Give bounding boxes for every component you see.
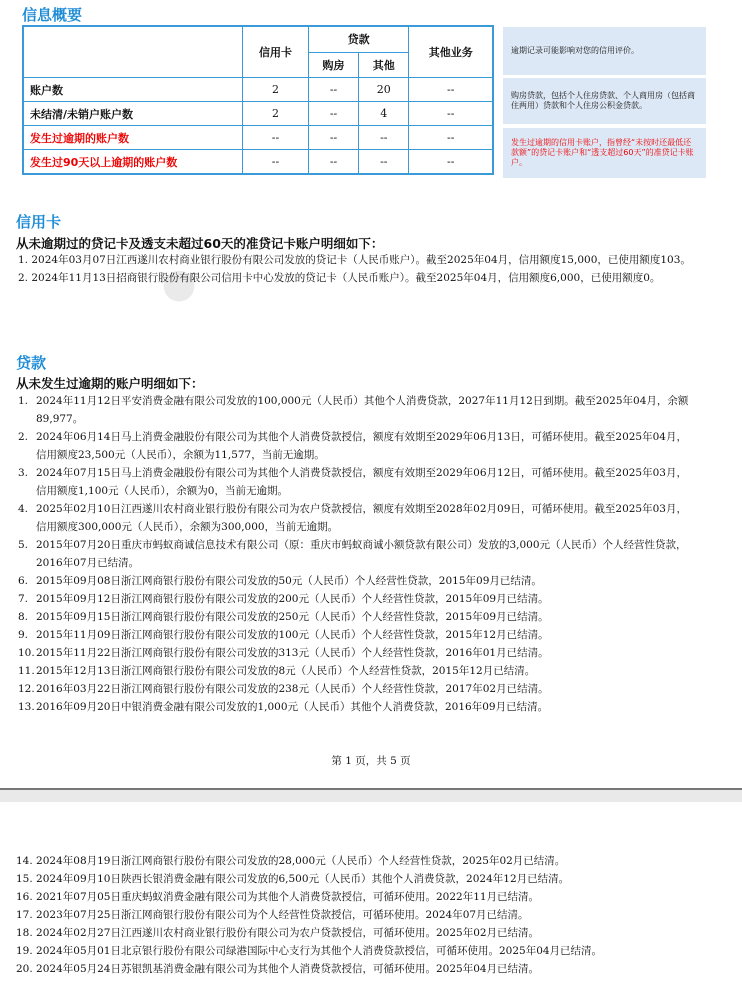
note-house-loan: 购房贷款，包括个人住房贷款、个人商用房（包括商住两用）贷款和个人住房公积金贷款。 xyxy=(503,78,706,124)
list-text: 2015年09月15日浙江网商银行股份有限公司发放的250元（人民币）个人经营性贷款，2015年09月已结清。 xyxy=(36,611,549,623)
list-item xyxy=(18,428,696,464)
header-other-business: 其他业务 xyxy=(409,26,493,78)
list-number: 8. xyxy=(18,611,29,623)
report-page-2 xyxy=(0,802,742,1004)
list-item: 17. 2023年07月25日浙江网商银行股份有限公司为个人经营性贷款授信，可循环使用。2024年07月已结清。 xyxy=(16,909,529,921)
cell-other-business: -- xyxy=(409,78,493,102)
list-item xyxy=(18,590,696,608)
loans-subtitle: 从未发生过逾期的账户明细如下： xyxy=(16,376,204,391)
note-overdue-card: 发生过逾期的信用卡账户，指曾经“未按时还最低还款额”的贷记卡账户和“透支超过60天”的准贷记卡账户。 xyxy=(503,128,706,178)
list-item xyxy=(18,698,696,716)
list-item xyxy=(18,662,696,680)
list-item xyxy=(18,608,696,626)
list-text: 2015年09月12日浙江网商银行股份有限公司发放的200元（人民币）个人经营性贷款，2015年09月已结清。 xyxy=(36,593,549,605)
note-overdue-impact: 逾期记录可能影响对您的信用评价。 xyxy=(503,27,706,75)
credit-card-subtitle: 从未逾期过的贷记卡及透支未超过60天的准贷记卡账户明细如下： xyxy=(16,236,384,251)
list-number: 7. xyxy=(18,593,29,605)
loans-list xyxy=(18,392,696,716)
header-house-loan: 购房 xyxy=(308,52,358,78)
cell-other-business: -- xyxy=(409,150,493,175)
header-credit-card: 信用卡 xyxy=(243,26,309,78)
list-text: 2024年06月14日马上消费金融股份有限公司为其他个人消费贷款授信，额度有效期至2029年06月13日，可循环使用。截至2025年04月，信用额度23,500元（人民币），余额为11,577，当前无逾期。 xyxy=(36,431,687,461)
cell-other-loan: 4 xyxy=(359,102,409,126)
summary-table xyxy=(22,25,494,175)
list-text: 2024年07月15日马上消费金融股份有限公司为其他个人消费贷款授信，额度有效期至2029年06月12日，可循环使用。截至2025年03月，信用额度1,100元（人民币），余额为0，当前无逾期。 xyxy=(36,467,687,497)
list-text: 2015年09月08日浙江网商银行股份有限公司发放的50元（人民币）个人经营性贷款，2015年09月已结清。 xyxy=(36,575,542,587)
list-item: 18. 2024年02月27日江西遂川农村商业银行股份有限公司为农户贷款授信，可循环使用。2025年02月已结清。 xyxy=(16,927,540,939)
list-text: 2025年02月10日江西遂川农村商业银行股份有限公司为农户贷款授信，额度有效期至2028年02月09日，可循环使用。截至2025年03月，信用额度300,000元（人民币），余额为300,000，当前无逾期。 xyxy=(36,503,687,533)
list-number: 2. xyxy=(18,431,29,443)
list-item xyxy=(18,626,696,644)
header-other-loan: 其他 xyxy=(359,52,409,78)
list-item: 16. 2021年07月05日重庆蚂蚁消费金融有限公司为其他个人消费贷款授信，可循环使用。2022年11月已结清。 xyxy=(16,891,540,903)
list-item xyxy=(18,572,696,590)
list-number: 13. xyxy=(18,701,35,713)
loans-list-continued xyxy=(16,852,716,978)
cell-house-loan: -- xyxy=(308,78,358,102)
cell-other-loan: 20 xyxy=(359,78,409,102)
page-separator xyxy=(0,788,742,802)
list-item: 19. 2024年05月01日北京银行股份有限公司绿港国际中心支行为其他个人消费贷款授信，可循环使用。2025年04月已结清。 xyxy=(16,945,603,957)
cell-credit-card: -- xyxy=(243,150,309,175)
list-number: 5. xyxy=(18,539,29,551)
cell-credit-card: -- xyxy=(243,126,309,150)
header-loan: 贷款 xyxy=(308,26,409,52)
cell-other-loan: -- xyxy=(359,126,409,150)
list-item: 20. 2024年05月24日苏银凯基消费金融有限公司为其他个人消费贷款授信，可循环使用。2025年04月已结清。 xyxy=(16,963,540,975)
row-label: 未结清/未销户账户数 xyxy=(23,102,243,126)
list-number: 6. xyxy=(18,575,29,587)
table-row xyxy=(23,102,493,126)
summary-title: 信息概要 xyxy=(22,6,83,24)
list-text: 2024年11月12日平安消费金融有限公司发放的100,000元（人民币）其他个人消费贷款，2027年11月12日到期。截至2025年04月，余额89,977。 xyxy=(36,395,689,425)
list-text: 2015年12月13日浙江网商银行股份有限公司发放的8元（人民币）个人经营性贷款，2015年12月已结清。 xyxy=(36,665,536,677)
list-item xyxy=(18,536,696,572)
row-label: 账户数 xyxy=(23,78,243,102)
list-text: 2015年11月22日浙江网商银行股份有限公司发放的313元（人民币）个人经营性贷款，2016年01月已结清。 xyxy=(36,647,549,659)
row-label: 发生过逾期的账户数 xyxy=(23,126,243,150)
list-number: 1. xyxy=(18,395,29,407)
list-number: 11. xyxy=(18,665,35,677)
list-number: 4. xyxy=(18,503,29,515)
list-item: 1. 2024年03月07日江西遂川农村商业银行股份有限公司发放的贷记卡（人民币账户）。截至2025年04月，信用额度15,000，已使用额度103。 xyxy=(18,254,691,266)
credit-card-list xyxy=(18,251,714,287)
list-item xyxy=(18,464,696,500)
list-text: 2016年09月20日中银消费金融有限公司发放的1,000元（人民币）其他个人消费贷款，2016年09月已结清。 xyxy=(36,701,549,713)
list-item xyxy=(18,644,696,662)
table-row xyxy=(23,126,493,150)
table-row xyxy=(23,150,493,175)
list-item xyxy=(18,500,696,536)
table-row xyxy=(23,78,493,102)
credit-card-title: 信用卡 xyxy=(16,213,62,231)
cell-other-business: -- xyxy=(409,102,493,126)
blank-header-cell xyxy=(23,26,243,78)
cell-other-business: -- xyxy=(409,126,493,150)
cell-house-loan: -- xyxy=(308,102,358,126)
list-item xyxy=(18,392,696,428)
cell-credit-card: 2 xyxy=(243,78,309,102)
list-number: 10. xyxy=(18,647,35,659)
cell-house-loan: -- xyxy=(308,150,358,175)
list-item xyxy=(18,680,696,698)
list-text: 2015年07月20日重庆市蚂蚁商诚信息技术有限公司（原：重庆市蚂蚁商诚小额贷款有限公司）发放的3,000元（人民币）个人经营性贷款，2016年07月已结清。 xyxy=(36,539,687,569)
watermark-seal: ● xyxy=(150,254,205,313)
page-number: 第 1 页，共 5 页 xyxy=(331,755,411,767)
row-label: 发生过90天以上逾期的账户数 xyxy=(23,150,243,175)
list-number: 3. xyxy=(18,467,29,479)
cell-house-loan: -- xyxy=(308,126,358,150)
list-text: 2016年03月22日浙江网商银行股份有限公司发放的238元（人民币）个人经营性贷款，2017年02月已结清。 xyxy=(36,683,549,695)
list-text: 2015年11月09日浙江网商银行股份有限公司发放的100元（人民币）个人经营性贷款，2015年12月已结清。 xyxy=(36,629,549,641)
list-item: 2. 2024年11月13日招商银行股份有限公司信用卡中心发放的贷记卡（人民币账户）。截至2025年04月，信用额度6,000，已使用额度0。 xyxy=(18,272,661,284)
loans-title: 贷款 xyxy=(16,354,47,372)
cell-other-loan: -- xyxy=(359,150,409,175)
list-number: 12. xyxy=(18,683,35,695)
list-number: 9. xyxy=(18,629,29,641)
list-item: 15. 2024年09月10日陕西长银消费金融有限公司发放的6,500元（人民币）其他个人消费贷款，2024年12月已结清。 xyxy=(16,873,570,885)
cell-credit-card: 2 xyxy=(243,102,309,126)
list-item: 14. 2024年08月19日浙江网商银行股份有限公司发放的28,000元（人民币）个人经营性贷款，2025年02月已结清。 xyxy=(16,855,566,867)
